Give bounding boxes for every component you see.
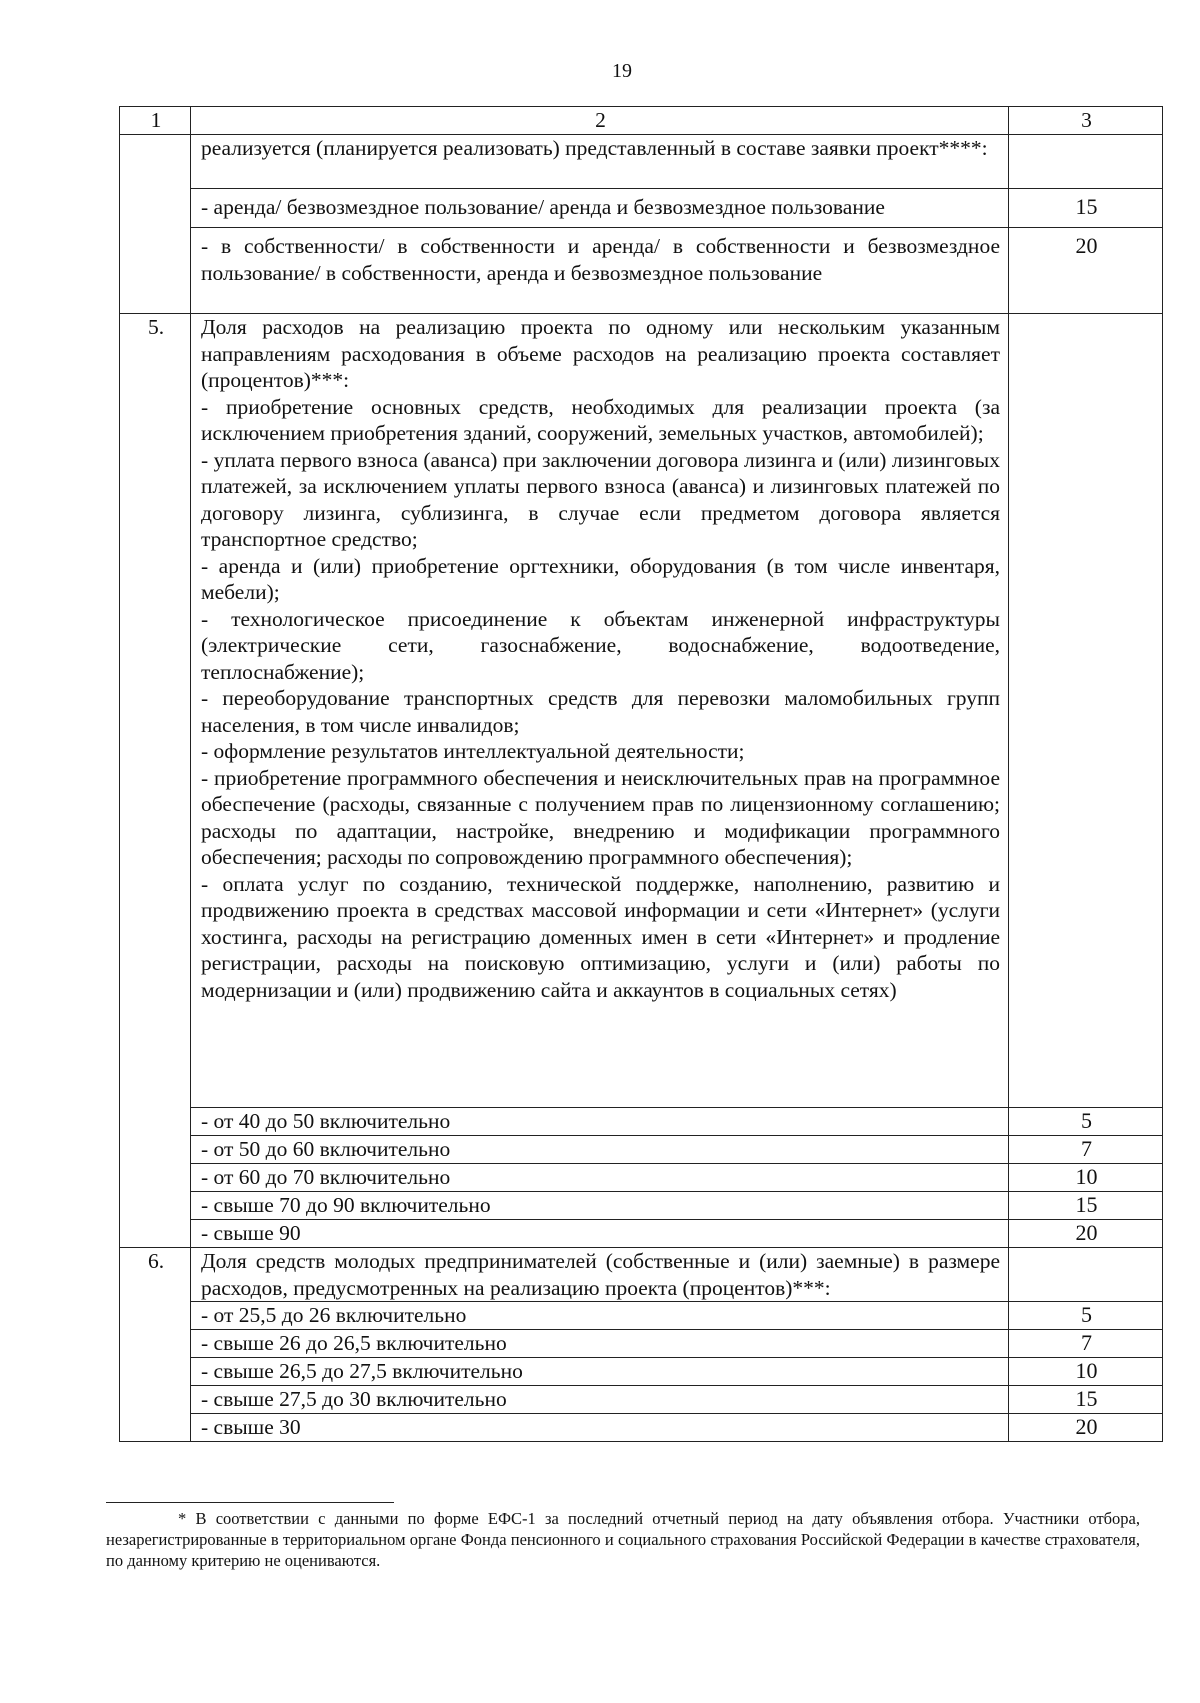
criterion-6-option-points: 20 [1009, 1414, 1163, 1442]
criterion-4-option-text: - аренда/ безвозмездное пользование/ аренда и безвозмездное пользование [191, 189, 1009, 228]
criterion-5-option-row [120, 1164, 1163, 1192]
column-header-number: 1 [120, 107, 191, 135]
criterion-4-intro: реализуется (планируется реализовать) представленный в составе заявки проект****: [191, 135, 1009, 189]
criterion-5-number: 5. [120, 314, 191, 1108]
criterion-5-option-text: - свыше 70 до 90 включительно [191, 1192, 1009, 1220]
criterion-5-option-points: 20 [1009, 1220, 1163, 1248]
criterion-4-option-points: 20 [1009, 228, 1163, 314]
column-header-criterion: 2 [191, 107, 1009, 135]
table-header-row [120, 107, 1163, 135]
criterion-5-option-row [120, 1192, 1163, 1220]
criterion-4-option-points: 15 [1009, 189, 1163, 228]
criterion-4-option-row [120, 228, 1163, 314]
criterion-5-paragraph: - приобретение основных средств, необходимых для реализации проекта (за исключением приобретения зданий, сооружений, земельных участков, автомобилей); [201, 394, 1000, 445]
criteria-table [119, 106, 1163, 1442]
criterion-number-cell [120, 1386, 191, 1414]
criterion-5-paragraph: - оформление результатов интеллектуальной деятельности; [201, 739, 745, 763]
criterion-6-option-points: 15 [1009, 1386, 1163, 1414]
criterion-5-option-text: - от 40 до 50 включительно [191, 1108, 1009, 1136]
criterion-6-option-text: - от 25,5 до 26 включительно [191, 1302, 1009, 1330]
page-number: 19 [612, 60, 632, 82]
criterion-5-paragraph: - уплата первого взноса (аванса) при заключении договора лизинга и (или) лизинговых платежей, за исключением уплаты первого взноса (аванса) и лизинговых платежей по договору лизинга, сублизинга, в случае если предметом договора является транспортное средство; [201, 447, 1000, 551]
criterion-6-option-points: 10 [1009, 1358, 1163, 1386]
criterion-5-option-points: 15 [1009, 1192, 1163, 1220]
footnote-divider [106, 1502, 394, 1503]
criterion-6-option-row [120, 1330, 1163, 1358]
criterion-4-intro-row [120, 135, 1163, 189]
criterion-6-number: 6. [120, 1248, 191, 1302]
criterion-4-option-text: - в собственности/ в собственности и аренда/ в собственности и безвозмездное пользование/ в собственности, аренда и безвозмездное пользование [191, 228, 1009, 314]
criterion-4-option-row [120, 189, 1163, 228]
criterion-number-cell [120, 228, 191, 314]
criterion-5-paragraph: - приобретение программного обеспечения и неисключительных прав на программное обеспечение (расходы, связанные с получением прав по лицензионному соглашению; расходы по адаптации, настройке, внедрению и модификации программного обеспечения; расходы по сопровождению программного обеспечения); [201, 765, 1000, 869]
criterion-5-option-row [120, 1108, 1163, 1136]
criterion-5-option-row [120, 1136, 1163, 1164]
criterion-number-cell [120, 1330, 191, 1358]
criterion-5-option-text: - от 60 до 70 включительно [191, 1164, 1009, 1192]
criterion-5-option-points: 10 [1009, 1164, 1163, 1192]
criterion-number-cell [120, 1136, 191, 1164]
criterion-6-option-row [120, 1302, 1163, 1330]
criterion-5-option-text: - от 50 до 60 включительно [191, 1136, 1009, 1164]
criterion-6-option-points: 7 [1009, 1330, 1163, 1358]
criterion-5-paragraph: - оплата услуг по созданию, технической поддержке, наполнению, развитию и продвижению проекта в средствах массовой информации и сети «Интернет» (услуги хостинга, расходы на регистрацию доменных имен в сети «Интернет» и продление регистрации, расходы на поисковую оптимизацию, услуги и (или) работы по модернизации и (или) продвижению сайта и аккаунтов в социальных сетях) [201, 871, 1000, 1002]
criterion-number-cell [120, 135, 191, 189]
criterion-6-option-text: - свыше 27,5 до 30 включительно [191, 1386, 1009, 1414]
criterion-6-option-text: - свыше 26 до 26,5 включительно [191, 1330, 1009, 1358]
criterion-number-cell [120, 1358, 191, 1386]
criterion-number-cell [120, 189, 191, 228]
criterion-5-description [191, 314, 1009, 1108]
criterion-number-cell [120, 1192, 191, 1220]
points-cell-empty [1009, 135, 1163, 189]
criterion-6-description: Доля средств молодых предпринимателей (собственные и (или) заемные) в размере расходов, предусмотренных на реализацию проекта (процентов)***: [191, 1248, 1009, 1302]
criterion-number-cell [120, 1414, 191, 1442]
criterion-5-paragraph: - технологическое присоединение к объектам инженерной инфраструктуры (электрические сети, газоснабжение, водоснабжение, водоотведение, теплоснабжение); [201, 606, 1000, 684]
criterion-number-cell [120, 1302, 191, 1330]
criterion-6-description-row [120, 1248, 1163, 1302]
points-cell-empty [1009, 314, 1163, 1108]
criterion-5-paragraph: - переоборудование транспортных средств для перевозки маломобильных групп населения, в том числе инвалидов; [201, 686, 1000, 737]
criterion-6-option-text: - свыше 30 [191, 1414, 1009, 1442]
footnote: * В соответствии с данными по форме ЕФС-1 за последний отчетный период на дату объявления отбора. Участники отбора, незарегистрированные в территориальном органе Фонда пенсионного и социального страхования Российской Федерации в качестве страхователя, по данному критерию не оцениваются. [106, 1509, 1140, 1570]
criterion-number-cell [120, 1220, 191, 1248]
criterion-5-paragraph: Доля расходов на реализацию проекта по одному или нескольким указанным направлениям расходования в объеме расходов на реализацию проекта составляет (процентов)***: [201, 315, 1000, 392]
criterion-5-option-points: 5 [1009, 1108, 1163, 1136]
criterion-5-option-text: - свыше 90 [191, 1220, 1009, 1248]
criterion-6-option-row [120, 1358, 1163, 1386]
criterion-6-option-row [120, 1386, 1163, 1414]
criterion-6-option-row [120, 1414, 1163, 1442]
points-cell-empty [1009, 1248, 1163, 1302]
criterion-number-cell [120, 1164, 191, 1192]
criterion-5-paragraph: - аренда и (или) приобретение оргтехники, оборудования (в том числе инвентаря, мебели); [201, 553, 1000, 604]
criterion-5-option-row [120, 1220, 1163, 1248]
criterion-5-option-points: 7 [1009, 1136, 1163, 1164]
criterion-6-option-points: 5 [1009, 1302, 1163, 1330]
criterion-6-option-text: - свыше 26,5 до 27,5 включительно [191, 1358, 1009, 1386]
criterion-5-description-row [120, 314, 1163, 1108]
criterion-number-cell [120, 1108, 191, 1136]
column-header-points: 3 [1009, 107, 1163, 135]
